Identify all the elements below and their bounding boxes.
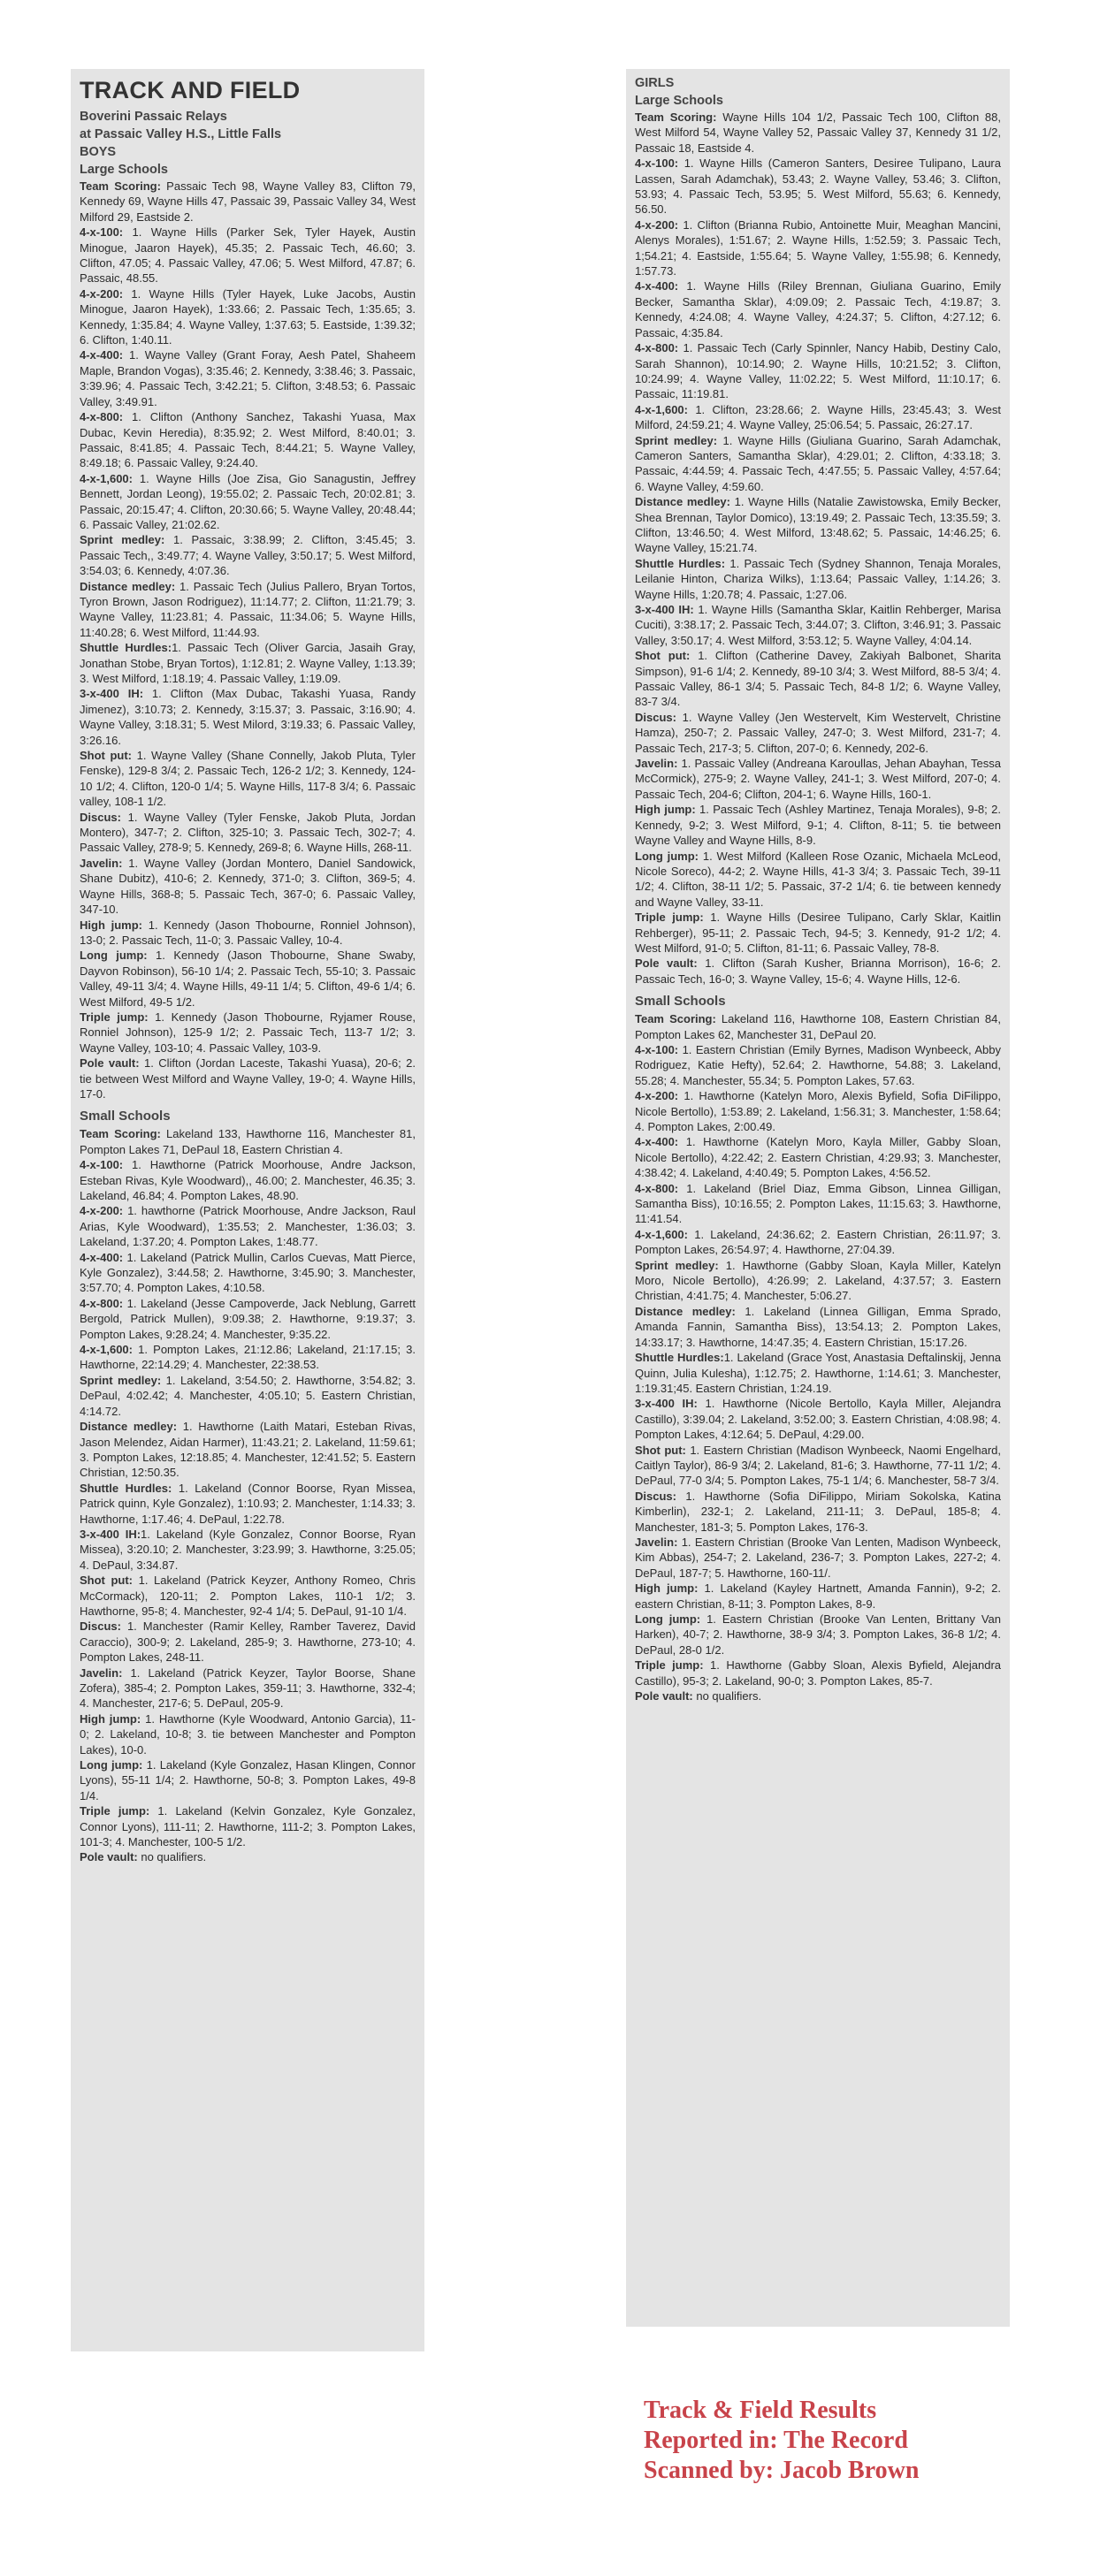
girls-large-schools-heading: Large Schools — [635, 94, 723, 108]
event-results: 1. Hawthorne (Gabby Sloan, Alexis Byfield, Alejandra Castillo), 95-3; 2. Lakeland, 90-0; 3. Pompton Lakes, 85-7. — [635, 1658, 1001, 1688]
event-label: Triple jump: — [80, 1010, 149, 1024]
event-label: 4-x-100: — [635, 156, 679, 171]
event-label: Sprint medley: — [80, 1373, 162, 1387]
result-entry — [80, 856, 416, 918]
event-label: Javelin: — [635, 1535, 678, 1549]
result-entry — [635, 1581, 1001, 1612]
event-label: High jump: — [80, 918, 142, 932]
event-results: 1. Lakeland (Briel Diaz, Emma Gibson, Linnea Gilligan, Samantha Biss), 10:16.55; 2. Pompton Lakes, 11:15.63; 3. Hawthorne, 11:41.54. — [635, 1181, 1001, 1226]
event-results: 1. Wayne Hills (Natalie Zawistowska, Emily Becker, Shea Brennan, Taylor Domico), 13:19.49; 2. Passaic Tech, 13:35.59; 3. Clifton, 13:46.50; 4. West Milford, 13:48.62; 5. Passaic, 14:46.25; 6. Wayne Valley, 15:21.74. — [635, 495, 1001, 555]
girls-small-results — [635, 1011, 1001, 1703]
event-results: 1. Lakeland (Grace Yost, Anastasia Deftalinskij, Jenna Quinn, Julia Kulesha), 1:12.75; 2. Hawthorne, 1:14.61; 3. Manchester, 1:19.31;45. Eastern Christian, 1:24.19. — [635, 1351, 1001, 1395]
event-results: 1. Lakeland (Patrick Keyzer, Taylor Boorse, Shane Zofera), 385-4; 2. Pompton Lakes, 359-11; 3. Hawthorne, 332-4; 4. Manchester, 217-6; 5. DePaul, 205-9. — [80, 1665, 416, 1711]
event-results: 1. Lakeland (Kyle Gonzalez, Hasan Klingen, Connor Lyons), 55-11 1/4; 2. Hawthorne, 50-8; 3. Pompton Lakes, 49-8 1/4. — [80, 1758, 416, 1802]
result-entry — [635, 1304, 1001, 1350]
event-results: 1. Kennedy (Jason Thobourne, Shane Swaby, Dayvon Robinson), 56-10 1/4; 2. Passaic Tech, 55-10; 3. Passaic Valley, 49-11 3/4; 4. Wayne Hills, 49-11 1/4; 5. Clifton, 49-6 1/4; 6. West Milford, 49-5 1/2. — [80, 949, 416, 1009]
event-label: Discus: — [80, 810, 121, 824]
event-results: Lakeland 116, Hawthorne 108, Eastern Christian 84, Pompton Lakes 62, Manchester 31, DePaul 20. — [635, 1012, 1001, 1041]
result-entry — [80, 1419, 416, 1481]
result-entry — [635, 910, 1001, 956]
result-entry — [80, 948, 416, 1010]
page-title: TRACK AND FIELD — [80, 77, 301, 103]
event-label: Shuttle Hurdles: — [80, 1481, 172, 1495]
result-entry — [635, 1396, 1001, 1442]
event-label: 4-x-800: — [80, 410, 124, 424]
event-label: Triple jump: — [80, 1804, 150, 1818]
result-entry — [80, 1665, 416, 1711]
credit-source: Reported in: The Record — [644, 2427, 908, 2454]
event-label: Shot put: — [635, 1443, 686, 1457]
scan-credit — [644, 2396, 1104, 2486]
result-entry — [80, 810, 416, 856]
event-results: 1. hawthorne (Patrick Moorhouse, Andre Jackson, Raul Arias, Kyle Woodward), 1:35.53; 2. Manchester, 1:36.03; 3. Lakeland, 1:37.20; 4. Pompton Lakes, 1:48.77. — [80, 1204, 416, 1249]
result-entry — [80, 640, 416, 686]
event-results: 1. Wayne Hills (Samantha Sklar, Kaitlin Rehberger, Marisa Cuciti), 3:38.17; 2. Passaic Tech, 3:44.07; 3. Clifton, 3:46.91; 3. Passaic Valley, 3:50.17; 4. West Milford, 3:53.12; 5. Wayne Valley, 4:04.14. — [635, 603, 1001, 647]
result-entry — [635, 1688, 1001, 1703]
event-results: 1. Wayne Hills (Riley Brennan, Giuliana Guarino, Emily Becker, Samantha Sklar), 4:09.09; 2. Passaic Tech, 4:19.87; 3. Kennedy, 4:24.08; 4. Wayne Valley, 4:24.37; 5. Clifton, 4:27.12; 6. Passaic, 4:35.84. — [635, 279, 1001, 339]
result-entry — [635, 648, 1001, 710]
boys-small-results — [80, 1126, 416, 1865]
event-label: Javelin: — [80, 856, 123, 870]
event-results: 1. Eastern Christian (Brooke Van Lenten, Madison Wynbeeck, Kim Abbas), 254-7; 2. Lakeland, 236-7; 3. Pompton Lakes, 227-2; 4. DePaul, 187-7; 5. Hawthorne, 160-11/. — [635, 1535, 1001, 1580]
result-entry — [635, 710, 1001, 756]
event-label: Long jump: — [635, 849, 699, 863]
result-entry — [635, 1181, 1001, 1227]
event-label: Shot put: — [80, 1574, 134, 1588]
event-label: 3-x-400 IH: — [635, 1397, 698, 1411]
event-results: 1. Clifton, 23:28.66; 2. Wayne Hills, 23:45.43; 3. West Milford, 24:59.21; 4. Wayne Valley, 25:06.54; 5. Passaic, 26:27.17. — [635, 402, 1001, 432]
event-results: 1. Passaic Valley (Andreana Karoullas, Jehan Abayhan, Tessa McCormick), 275-9; 2. Wayne Valley, 241-1; 3. West Milford, 207-0; 4. Passaic Tech, 204-6; Clifton, 204-1; 6. Wayne Hills, 160-1. — [635, 757, 1001, 801]
event-results: 1. Wayne Hills (Desiree Tulipano, Carly Sklar, Kaitlin Rehberger), 95-11; 2. Passaic Tech, 94-5; 3. Kennedy, 91-2 1/2; 4. West Milford, 91-0; 5. Clifton, 81-11; 6. Passaic Valley, 78-8. — [635, 911, 1001, 955]
result-entry — [80, 1342, 416, 1373]
event-results: Passaic Tech 98, Wayne Valley 83, Clifton 79, Kennedy 69, Wayne Hills 47, Passaic 39, Passaic Valley 34, West Milford 29, Eastside 2. — [80, 179, 416, 224]
result-entry — [635, 402, 1001, 433]
event-label: 4-x-400: — [80, 348, 124, 362]
event-label: Shot put: — [80, 749, 133, 763]
event-results: 1. Passaic Tech (Sydney Shannon, Tenaja Morales, Leilanie Hinton, Chariza Wilks), 1:13.64; Passaic Valley, 1:14.26; 3. Wayne Hills, 1:20.78; 4. Passaic, 1:27.06. — [635, 556, 1001, 601]
result-entry — [635, 756, 1001, 802]
event-results: 1. Clifton (Catherine Davey, Zakiyah Balbonet, Sharita Simpson), 91-6 1/4; 2. Kennedy, 89-10 3/4; 3. West Milford, 88-5 3/4; 4. Passaic Valley, 86-1 3/4; 5. Passaic Tech, 84-8 1/2; 6. Wayne Valley, 83-7 3/4. — [635, 649, 1001, 709]
result-entry — [80, 1481, 416, 1527]
boys-heading: BOYS — [80, 145, 117, 159]
event-label: 4-x-800: — [635, 341, 679, 355]
result-entry — [80, 1203, 416, 1249]
event-results: 1. Hawthorne (Sofia DiFilippo, Miriam Sokolska, Katina Kimberlin), 232-1; 2. Lakeland, 211-11; 3. DePaul, 185-8; 4. Manchester, 181-3; 5. Pompton Lakes, 176-3. — [635, 1489, 1001, 1534]
event-results: Wayne Hills 104 1/2, Passaic Tech 100, Clifton 88, West Milford 54, Wayne Valley 52, Passaic Valley 37, Kennedy 31 1/2, Passaic 18, Eastside 4. — [635, 111, 1001, 155]
result-entry — [80, 1126, 416, 1157]
boys-large-schools-heading: Large Schools — [80, 163, 168, 177]
event-results: no qualifiers. — [692, 1689, 762, 1703]
event-label: 4-x-1,600: — [80, 471, 133, 485]
event-results: 1. Lakeland (Kayley Hartnett, Amanda Fannin), 9-2; 2. eastern Christian, 8-11; 3. Pompton Lakes, 8-9. — [635, 1581, 1001, 1611]
result-entry — [635, 1658, 1001, 1688]
credit-scanner: Scanned by: Jacob Brown — [644, 2457, 920, 2484]
event-results: 1. Wayne Hills (Cameron Santers, Desiree Tulipano, Laura Lassen, Sarah Adamchak), 53.43; 2. Wayne Valley, 53.46; 3. Clifton, 53.93; 4. Passaic Tech, 53.95; 5. West Milford, 55.63; 6. Kennedy, 56.50. — [635, 156, 1001, 217]
event-results: no qualifiers. — [137, 1850, 207, 1864]
event-label: Shuttle Hurdles: — [80, 641, 172, 655]
result-entry — [635, 340, 1001, 402]
event-results: 1. Eastern Christian (Madison Wynbeeck, Naomi Engelhard, Caitlyn Taylor), 86-9 3/4; 2. Lakeland, 81-6; 3. Hawthorne, 77-11 1/2; 4. DePaul, 77-0 3/4; 5. Pompton Lakes, 75-1 1/4; 6. Manchester, 58-7 3/4. — [635, 1443, 1001, 1488]
event-results: 1. Clifton (Max Dubac, Takashi Yuasa, Randy Jimenez), 3:10.73; 2. Kennedy, 3:15.37; 3. Passaic, 3:16.90; 4. Wayne Valley, 3:18.31; 5. West Milord, 3:19.33; 6. Passaic Valley, 3:26.16. — [80, 687, 416, 747]
result-entry — [635, 1350, 1001, 1396]
result-entry — [635, 556, 1001, 602]
event-label: Sprint medley: — [635, 433, 718, 447]
event-label: Pole vault: — [80, 1056, 140, 1071]
result-entry — [80, 1527, 416, 1573]
event-results: 1. Hawthorne (Nicole Bertollo, Kayla Miller, Alejandra Castillo), 3:39.04; 2. Lakeland, 3:52.00; 3. Eastern Christian, 4:08.98; 4. Pompton Lakes, 4:12.64; 5. DePaul, 4:29.00. — [635, 1397, 1002, 1442]
event-results: 1. Clifton (Brianna Rubio, Antoinette Muir, Meaghan Mancini, Alenys Morales), 1:51.67; 2. Wayne Hills, 1:52.59; 3. Passaic Tech, 1;54.21; 4. Eastside, 1:55.64; 5. Wayne Valley, 1:55.98; 6. Kennedy, 1:57.73. — [635, 217, 1001, 278]
event-results: 1. Pompton Lakes, 21:12.86; Lakeland, 21:17.15; 3. Hawthorne, 22:14.29; 4. Manchester, 22:38.53. — [80, 1343, 416, 1372]
result-entry — [635, 1489, 1001, 1535]
girls-large-results — [635, 110, 1001, 987]
event-label: Shuttle Hurdles: — [635, 1351, 724, 1365]
event-label: Sprint medley: — [80, 533, 165, 547]
event-label: High jump: — [635, 803, 696, 817]
event-label: Team Scoring: — [635, 1012, 716, 1026]
event-label: High jump: — [80, 1711, 141, 1726]
event-label: Distance medley: — [80, 579, 176, 593]
event-results: 1. Clifton (Sarah Kusher, Brianna Morrison), 16-6; 2. Passaic Tech, 16-0; 3. Wayne Valley, 15-6; 4. Wayne Hills, 12-6. — [635, 956, 1001, 986]
event-label: 4-x-400: — [635, 1135, 679, 1149]
event-label: 4-x-100: — [80, 225, 124, 240]
event-label: 4-x-400: — [635, 279, 679, 293]
event-results: 1. Hawthorne (Kyle Woodward, Antonio Garcia), 11-0; 2. Lakeland, 10-8; 3. tie between Manchester and Pompton Lakes), 10-0. — [80, 1711, 416, 1757]
event-label: Long jump: — [80, 949, 148, 963]
event-label: Pole vault: — [80, 1850, 138, 1864]
result-entry — [635, 110, 1001, 156]
boys-large-results — [80, 179, 416, 1101]
event-results: 1. Lakeland (Kelvin Gonzalez, Kyle Gonzalez, Connor Lyons), 111-11; 2. Hawthorne, 111-2; 3. Pompton Lakes, 101-3; 4. Manchester, 100-5 1/2. — [80, 1804, 416, 1849]
result-entry — [635, 1535, 1001, 1581]
event-label: Discus: — [80, 1620, 121, 1634]
result-entry — [80, 1157, 416, 1203]
result-entry — [635, 1011, 1001, 1042]
event-label: Team Scoring: — [635, 111, 717, 124]
event-label: Team Scoring: — [80, 1127, 161, 1141]
event-label: Shot put: — [635, 649, 691, 663]
event-label: Distance medley: — [635, 495, 730, 509]
event-label: 4-x-1,600: — [80, 1343, 133, 1357]
event-label: Team Scoring: — [80, 179, 161, 193]
event-label: Distance medley: — [80, 1420, 178, 1434]
event-results: 1. Eastern Christian (Emily Byrnes, Madison Wynbeeck, Abby Rodriguez, Katie Hefty), 52.64; 2. Hawthorne, 54.88; 3. Lakeland, 55.28; 4. Manchester, 55.34; 5. Pompton Lakes, 57.63. — [635, 1042, 1001, 1087]
event-label: Long jump: — [80, 1758, 143, 1772]
event-results: 1. Manchester (Ramir Kelley, Ramber Taverez, David Caraccio), 300-9; 2. Lakeland, 285-9; 3. Hawthorne, 273-10; 4. Pompton Lakes, 248-11. — [80, 1620, 416, 1665]
event-results: 1. Lakeland (Kyle Gonzalez, Connor Boorse, Ryan Missea), 3:20.10; 2. Manchester, 3:23.99; 3. Hawthorne, 3:25.05; 4. DePaul, 3:34.87. — [80, 1527, 416, 1572]
event-results: 1. Lakeland, 24:36.62; 2. Eastern Christian, 26:11.97; 3. Pompton Lakes, 26:54.97; 4. Hawthorne, 27:04.39. — [635, 1227, 1001, 1257]
result-entry — [635, 1443, 1001, 1489]
result-entry — [80, 1573, 416, 1619]
result-entry — [80, 1849, 416, 1864]
result-entry — [80, 286, 416, 348]
event-label: Triple jump: — [635, 911, 704, 925]
event-results: 1. Wayne Valley (Jordan Montero, Daniel Sandowick, Shane Dubitz), 410-6; 2. Kennedy, 371-0; 3. Clifton, 369-5; 4. Wayne Hills, 368-8; 5. Passaic Tech, 367-0; 6. Passaic Valley, 347-10. — [80, 856, 416, 917]
event-results: 1. Wayne Hills (Parker Sek, Tyler Hayek, Austin Minogue, Jaaron Hayek), 45.35; 2. Passaic Tech, 46.60; 3. Clifton, 47.05; 4. Passaic Valley, 47.06; 5. West Milford, 47.87; 6. Passaic, 48.55. — [80, 225, 416, 286]
meet-location: at Passaic Valley H.S., Little Falls — [80, 127, 282, 141]
event-label: 4-x-200: — [80, 1204, 124, 1218]
girls-small-schools-heading: Small Schools — [635, 994, 726, 1010]
event-results: Lakeland 133, Hawthorne 116, Manchester 81, Pompton Lakes 71, DePaul 18, Eastern Christian 4. — [80, 1127, 416, 1156]
event-label: 3-x-400 IH: — [635, 603, 694, 616]
event-label: 4-x-100: — [80, 1158, 124, 1172]
event-label: Discus: — [635, 710, 676, 724]
event-results: 1. Wayne Valley (Jen Westervelt, Kim Westervelt, Christine Hamza), 250-7; 2. Passaic Valley, 247-0; 3. West Milford, 231-7; 4. Passaic Tech, 217-3; 5. Clifton, 207-0; 6. Kennedy, 202-6. — [635, 710, 1001, 755]
event-results: 1. Eastern Christian (Brooke Van Lenten, Brittany Van Harken), 40-7; 2. Hawthorne, 38-9 3/4; 3. Pompton Lakes, 36-8 1/2; 4. DePaul, 28-0 1/2. — [635, 1612, 1001, 1657]
event-label: 4-x-800: — [635, 1181, 679, 1195]
event-label: Long jump: — [635, 1612, 701, 1626]
event-results: 1. Wayne Hills (Tyler Hayek, Luke Jacobs, Austin Minogue, Jaaron Hayek), 1:33.66; 2. Passaic Tech, 1:35.65; 3. Kennedy, 1:35.84; 4. Wayne Valley, 1:37.63; 5. Eastside, 1:39.32; 6. Clifton, 1:40.11. — [80, 286, 416, 347]
event-results: 1. Hawthorne (Gabby Sloan, Kayla Miller, Katelyn Moro, Nicole Bertollo), 4:26.99; 2. Lakeland, 4:37.57; 3. Eastern Christian, 4:41.75; 4. Manchester, 5:06.27. — [635, 1258, 1002, 1303]
event-label: 4-x-200: — [635, 217, 679, 232]
result-entry — [635, 802, 1001, 848]
event-results: 1. Lakeland (Jesse Campoverde, Jack Neblung, Garrett Bergold, Patrick Mullen), 9:09.38; 2. Hawthorne, 9:19.37; 3. Pompton Lakes, 9:28.24; 4. Manchester, 9:35.22. — [80, 1296, 416, 1341]
event-results: 1. Wayne Valley (Grant Foray, Aesh Patel, Shaheem Maple, Brandon Vogas), 3:35.46; 2. Kennedy, 3:38.46; 3. Passaic, 3:39.96; 4. Passaic Tech, 3:42.21; 5. Clifton, 3:48.53; 6. Passaic Valley, 3:49.91. — [80, 348, 416, 408]
meet-name: Boverini Passaic Relays — [80, 110, 227, 124]
result-entry — [80, 1010, 416, 1056]
result-entry — [80, 686, 416, 748]
result-entry — [635, 217, 1001, 279]
result-entry — [80, 1373, 416, 1419]
event-results: 1. West Milford (Kalleen Rose Ozanic, Michaela McLeod, Nicole Soreco), 44-2; 2. Wayne Hills, 41-3 3/4; 3. Passaic Tech, 39-11 1/2; 4. Clifton, 38-11 1/2; 5. Passaic, 37-2 1/4; 6. tie between kennedy and Wayne Valley, 33-11. — [635, 849, 1001, 909]
result-entry — [635, 956, 1001, 987]
event-label: Shuttle Hurdles: — [635, 556, 726, 570]
result-entry — [80, 1296, 416, 1342]
event-results: 1. Wayne Hills (Giuliana Guarino, Sarah Adamchak, Cameron Santers, Samantha Sklar), 4:29.01; 2. Clifton, 4:33.18; 3. Passaic, 4:44.59; 4. Passaic Tech, 4:47.55; 5. Passaic Valley, 4:57.64; 6. Wayne Valley, 4:59.60. — [635, 433, 1002, 493]
result-entry — [635, 1258, 1001, 1304]
result-entry — [80, 1803, 416, 1849]
event-results: 1. Clifton (Jordan Laceste, Takashi Yuasa), 20-6; 2. tie between West Milford and Wayne Valley, 19-0; 4. Wayne Hills, 17-0. — [80, 1056, 416, 1101]
result-entry — [80, 1056, 416, 1101]
event-results: 1. Passaic Tech (Oliver Garcia, Jasaih Gray, Jonathan Stobe, Bryan Tortos), 1:12.81; 2. Wayne Valley, 1:13.39; 3. West Milford, 1:18.19; 4. Passaic Valley, 1:19.09. — [80, 641, 416, 685]
result-entry — [80, 1711, 416, 1757]
event-label: Javelin: — [80, 1665, 123, 1680]
event-results: 1. Passaic Tech (Carly Spinnler, Nancy Habib, Destiny Calo, Sarah Shannon), 10:14.90; 2. Wayne Hills, 10:21.52; 3. Clifton, 10:24.99; 4. Wayne Valley, 11:02.22; 5. West Milford, 11:10.17; 6. Passaic, 11:19.81. — [635, 341, 1001, 401]
event-results: 1. Lakeland (Connor Boorse, Ryan Missea, Patrick quinn, Kyle Gonzalez), 1:10.93; 2. Manchester, 1:14.33; 3. Hawthorne, 1:17.46; 4. DePaul, 1:22.78. — [80, 1481, 416, 1526]
credit-title: Track & Field Results — [644, 2397, 877, 2424]
event-label: Pole vault: — [635, 956, 698, 971]
event-label: Triple jump: — [635, 1658, 704, 1673]
event-label: 3-x-400 IH: — [80, 687, 144, 701]
event-label: Javelin: — [635, 757, 678, 771]
boys-results-column — [71, 69, 424, 2351]
event-label: Distance medley: — [635, 1304, 736, 1318]
event-label: 4-x-1,600: — [635, 1227, 688, 1241]
result-entry — [80, 579, 416, 641]
event-results: 1. Kennedy (Jason Thobourne, Ronniel Johnson), 13-0; 2. Passaic Tech, 11-0; 3. Passaic Valley, 10-4. — [80, 918, 416, 947]
result-entry — [80, 409, 416, 471]
result-entry — [635, 1042, 1001, 1088]
result-entry — [635, 1088, 1001, 1134]
event-label: 4-x-100: — [635, 1042, 679, 1056]
event-results: 1. Clifton (Anthony Sanchez, Takashi Yuasa, Max Dubac, Kevin Heredia), 8:35.92; 2. West Milford, 8:40.01; 3. Passaic, 8:41.85; 4. Passaic Tech, 8:44.21; 5. Wayne Valley, 8:49.18; 6. Passaic Valley, 9:24.40. — [80, 410, 416, 470]
result-entry — [80, 347, 416, 409]
event-results: 1. Lakeland (Patrick Mullin, Carlos Cuevas, Matt Pierce, Kyle Gonzalez), 3:44.58; 2. Hawthorne, 3:45.90; 3. Manchester, 3:57.70; 4. Pompton Lakes, 4:10.58. — [80, 1250, 416, 1295]
event-results: 1. Lakeland, 3:54.50; 2. Hawthorne, 3:54.82; 3. DePaul, 4:02.42; 4. Manchester, 4:05.10; 5. Eastern Christian, 4:14.72. — [80, 1373, 416, 1418]
result-entry — [80, 225, 416, 286]
result-entry — [635, 156, 1001, 217]
event-results: 1. Wayne Valley (Tyler Fenske, Jakob Pluta, Jordan Montero), 347-7; 2. Clifton, 325-10; 3. Passaic Tech, 302-7; 4. Passaic Valley, 278-9; 5. Kennedy, 269-8; 6. Wayne Hills, 268-11. — [80, 810, 416, 855]
result-entry — [80, 748, 416, 810]
event-results: 1. Hawthorne (Katelyn Moro, Kayla Miller, Gabby Sloan, Nicole Bertollo), 4:22.42; 2. Eastern Christian, 4:29.93; 3. Manchester, 4:38.42; 4. Lakeland, 4:40.49; 5. Pompton Lakes, 4:56.52. — [635, 1135, 1001, 1180]
event-results: 1. Hawthorne (Katelyn Moro, Alexis Byfield, Sofia DiFilippo, Nicole Bertollo), 1:53.89; 2. Lakeland, 1:56.31; 3. Manchester, 1:58.64; 4. Pompton Lakes, 2:00.49. — [635, 1089, 1001, 1133]
result-entry — [635, 1227, 1001, 1258]
event-label: 3-x-400 IH: — [80, 1527, 141, 1541]
event-results: 1. Kennedy (Jason Thobourne, Ryjamer Rouse, Ronniel Johnson), 125-9 1/2; 2. Passaic Tech, 113-7 1/2; 3. Wayne Valley, 103-10; 4. Passaic Valley, 103-9. — [80, 1010, 416, 1055]
girls-results-column — [626, 69, 1010, 2327]
result-entry — [635, 494, 1001, 556]
result-entry — [635, 1134, 1001, 1180]
result-entry — [80, 1619, 416, 1665]
event-results: 1. Passaic, 3:38.99; 2. Clifton, 3:45.45; 3. Passaic Tech,, 3:49.77; 4. Wayne Valley, 3:50.17; 5. West Milford, 3:54.03; 6. Kennedy, 4:07.36. — [80, 533, 416, 578]
event-results: 1. Wayne Valley (Shane Connelly, Jakob Pluta, Tyler Fenske), 129-8 3/4; 2. Passaic Tech, 126-2 1/2; 3. Kennedy, 124-10 1/2; 4. Clifton, 120-0 1/4; 5. Wayne Hills, 117-8 3/4; 6. Passaic valley, 108-1 1/2. — [80, 749, 416, 809]
girls-heading: GIRLS — [635, 76, 675, 90]
event-label: 4-x-400: — [80, 1250, 124, 1264]
event-results: 1. Wayne Hills (Joe Zisa, Gio Sanagustin, Jeffrey Bennett, Jordan Leong), 19:55.02; 2. Passaic Tech, 20:02.81; 3. Passaic, 20:15.47; 4. Clifton, 20:30.66; 5. Wayne Valley, 20:48.44; 6. Passaic Valley, 21:02.62. — [80, 471, 416, 531]
event-results: 1. Hawthorne (Patrick Moorhouse, Andre Jackson, Esteban Rivas, Kyle Woodward),, 46.00; 2. Manchester, 46.35; 3. Lakeland, 46.84; 4. Pompton Lakes, 48.90. — [80, 1158, 416, 1202]
result-entry — [635, 278, 1001, 340]
event-results: 1. Passaic Tech (Ashley Martinez, Tenaja Morales), 9-8; 2. Kennedy, 9-2; 3. West Milford, 9-1; 4. Clifton, 8-11; 5. tie between Wayne Valley and Wayne Hills, 8-9. — [635, 803, 1001, 848]
result-entry — [635, 433, 1001, 495]
result-entry — [80, 918, 416, 949]
event-label: Discus: — [635, 1489, 676, 1503]
result-entry — [635, 849, 1001, 911]
event-label: 4-x-1,600: — [635, 402, 688, 416]
event-label: Sprint medley: — [635, 1258, 719, 1272]
result-entry — [80, 532, 416, 578]
event-results: 1. Lakeland (Linnea Gilligan, Emma Sprado, Amanda Fannin, Samantha Biss), 13:54.13; 2. Pompton Lakes, 14:33.17; 3. Hawthorne, 14:47.35; 4. Eastern Christian, 15:17.26. — [635, 1304, 1001, 1349]
event-label: 4-x-200: — [635, 1089, 679, 1103]
event-label: 4-x-200: — [80, 286, 124, 301]
event-label: High jump: — [635, 1581, 699, 1596]
boys-small-schools-heading: Small Schools — [80, 1109, 171, 1124]
event-results: 1. Hawthorne (Laith Matari, Esteban Rivas, Jason Melendez, Aidan Harmer), 11:43.21; 2. Lakeland, 11:59.61; 3. Pompton Lakes, 12:18.85; 4. Manchester, 12:41.52; 5. Eastern Christian, 12:50.35. — [80, 1420, 416, 1480]
event-label: Pole vault: — [635, 1689, 693, 1703]
result-entry — [80, 1250, 416, 1296]
result-entry — [80, 179, 416, 225]
event-results: 1. Lakeland (Patrick Keyzer, Anthony Romeo, Chris McCormack), 120-11; 2. Pompton Lakes, 110-1 1/2; 3. Hawthorne, 95-8; 4. Manchester, 92-4 1/4; 5. DePaul, 91-10 1/4. — [80, 1574, 416, 1618]
result-entry — [635, 1612, 1001, 1658]
result-entry — [80, 471, 416, 533]
event-label: 4-x-800: — [80, 1296, 124, 1310]
event-results: 1. Passaic Tech (Julius Pallero, Bryan Tortos, Tyron Brown, Jason Rodriguez), 11:14.77; 2. Clifton, 11:21.79; 3. Wayne Valley, 11:23.81; 4. Passaic, 11:34.06; 5. Wayne Hills, 11:40.28; 6. West Milford, 11:44.93. — [80, 579, 416, 639]
result-entry — [80, 1757, 416, 1803]
result-entry — [635, 602, 1001, 648]
